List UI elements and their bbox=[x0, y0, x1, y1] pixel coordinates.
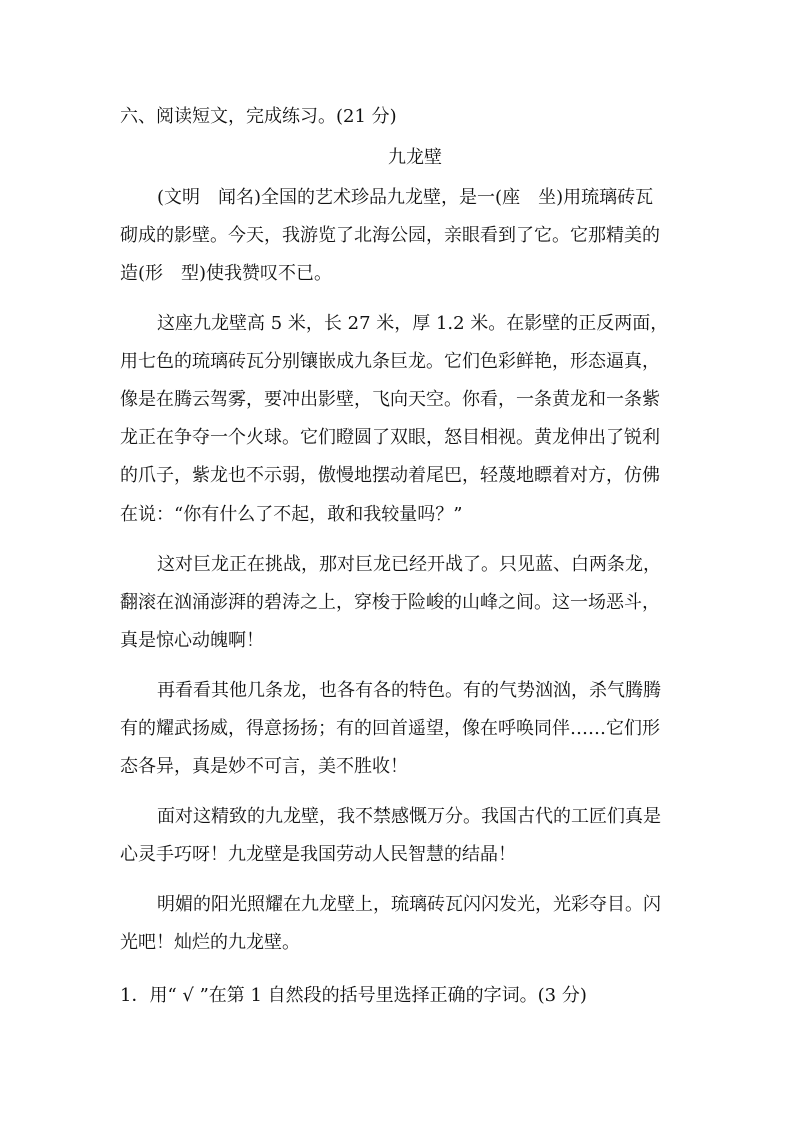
paragraph-3-line-1: 这对巨龙正在挑战，那对巨龙已经开战了。只见蓝、白两条龙， bbox=[157, 554, 661, 575]
paragraph-5-line-2: 心灵手巧呀！九龙壁是我国劳动人民智慧的结晶！ bbox=[120, 844, 516, 865]
paragraph-4-line-3: 态各异，真是妙不可言，美不胜收！ bbox=[120, 756, 408, 777]
paragraph-2-line-4: 龙正在争夺一个火球。它们瞪圆了双眼，怒目相视。黄龙伸出了锐利 bbox=[120, 427, 660, 448]
paragraph-2-line-6: 在说：“你有什么了不起，敢和我较量吗？” bbox=[120, 504, 463, 525]
paragraph-2-line-5: 的爪子，紫龙也不示弱，傲慢地摆动着尾巴，轻蔑地瞟着对方，仿佛 bbox=[120, 465, 660, 486]
paragraph-3-line-2: 翻滚在汹涌澎湃的碧涛之上，穿梭于险峻的山峰之间。这一场恶斗， bbox=[120, 592, 660, 613]
article-title: 九龙壁 bbox=[388, 147, 442, 168]
paragraph-2-line-1: 这座九龙壁高 5 米，长 27 米，厚 1.2 米。在影壁的正反两面， bbox=[157, 313, 669, 334]
question-1: 1．用“ √ ”在第 1 自然段的括号里选择正确的字词。(3 分) bbox=[120, 985, 587, 1006]
paragraph-2-line-2: 用七色的琉璃砖瓦分别镶嵌成九条巨龙。它们色彩鲜艳，形态逼真， bbox=[120, 351, 660, 372]
paragraph-3-line-3: 真是惊心动魄啊！ bbox=[120, 630, 264, 651]
paragraph-6-line-1: 明媚的阳光照耀在九龙壁上，琉璃砖瓦闪闪发光，光彩夺目。闪 bbox=[157, 894, 661, 915]
section-heading: 六、阅读短文，完成练习。(21 分) bbox=[120, 106, 397, 127]
paragraph-1-line-1: (文明 闻名)全国的艺术珍品九龙壁，是一(座 坐)用琉璃砖瓦 bbox=[157, 187, 654, 208]
paragraph-1-line-2: 砌成的影壁。今天，我游览了北海公园，亲眼看到了它。它那精美的 bbox=[120, 225, 660, 246]
paragraph-6-line-2: 光吧！灿烂的九龙壁。 bbox=[120, 932, 300, 953]
paragraph-4-line-2: 有的耀武扬威，得意扬扬；有的回首遥望，像在呼唤同伴……它们形 bbox=[120, 718, 660, 739]
paragraph-5-line-1: 面对这精致的九龙壁，我不禁感慨万分。我国古代的工匠们真是 bbox=[157, 806, 661, 827]
paragraph-2-line-3: 像是在腾云驾雾，要冲出影壁，飞向天空。你看，一条黄龙和一条紫 bbox=[120, 389, 660, 410]
paragraph-1-line-3: 造(形 型)使我赞叹不已。 bbox=[120, 263, 333, 284]
paragraph-4-line-1: 再看看其他几条龙，也各有各的特色。有的气势汹汹，杀气腾腾 bbox=[157, 680, 661, 701]
